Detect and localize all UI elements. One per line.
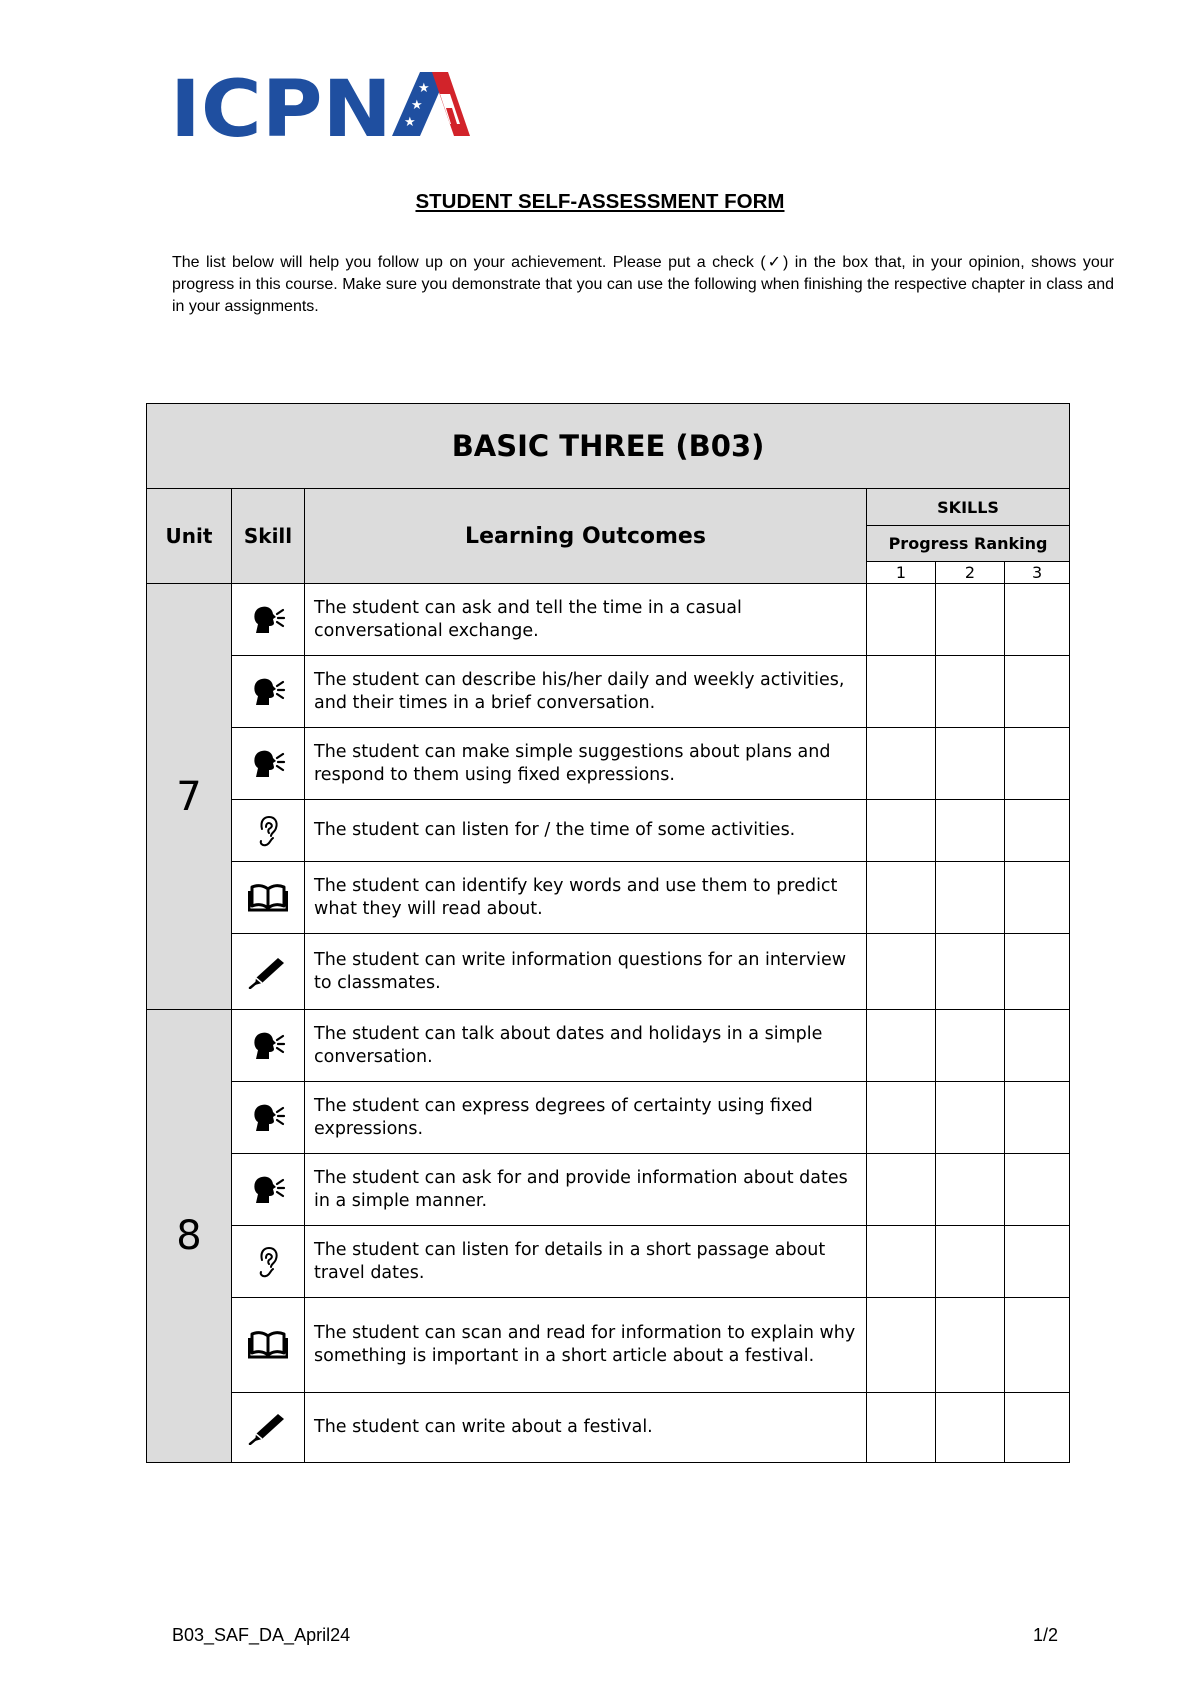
- progress-checkbox-1[interactable]: [867, 1298, 936, 1393]
- skill-icon-cell: [232, 1082, 305, 1154]
- learning-outcome-text: The student can express degrees of certainty using fixed expressions.: [305, 1082, 867, 1154]
- skill-icon-cell: [232, 1154, 305, 1226]
- listening-icon: [232, 814, 304, 848]
- header-skill: Skill: [232, 489, 305, 584]
- skill-icon-cell: [232, 728, 305, 800]
- form-title: STUDENT SELF-ASSESSMENT FORM: [415, 190, 785, 213]
- page-number: 1/2: [1033, 1625, 1059, 1645]
- speaking-icon: [232, 1031, 304, 1061]
- progress-checkbox-1[interactable]: [867, 800, 936, 862]
- progress-checkbox-2[interactable]: [936, 584, 1005, 656]
- outcome-row: [147, 1082, 1070, 1154]
- progress-checkbox-1[interactable]: [867, 1226, 936, 1298]
- reading-icon: [232, 1329, 304, 1361]
- writing-icon: [232, 955, 304, 989]
- progress-checkbox-3[interactable]: [1005, 1082, 1070, 1154]
- progress-checkbox-3[interactable]: [1005, 1393, 1070, 1463]
- skill-icon-cell: [232, 1226, 305, 1298]
- progress-checkbox-3[interactable]: [1005, 1154, 1070, 1226]
- progress-checkbox-1[interactable]: [867, 1082, 936, 1154]
- progress-checkbox-1[interactable]: [867, 1010, 936, 1082]
- progress-checkbox-3[interactable]: [1005, 800, 1070, 862]
- progress-checkbox-3[interactable]: [1005, 1010, 1070, 1082]
- learning-outcome-text: The student can describe his/her daily and weekly activities, and their times in a brief conversation.: [305, 656, 867, 728]
- skill-icon-cell: [232, 1298, 305, 1393]
- progress-checkbox-3[interactable]: [1005, 934, 1070, 1010]
- skill-icon-cell: [232, 862, 305, 934]
- progress-checkbox-1[interactable]: [867, 1393, 936, 1463]
- outcome-row: [147, 862, 1070, 934]
- skill-icon-cell: [232, 800, 305, 862]
- svg-text:ICPN: ICPN: [170, 68, 392, 140]
- skill-icon-cell: [232, 656, 305, 728]
- outcome-row: [147, 584, 1070, 656]
- rank-2-header: 2: [936, 562, 1005, 584]
- header-skills: SKILLS: [867, 489, 1070, 526]
- progress-checkbox-1[interactable]: [867, 934, 936, 1010]
- progress-checkbox-2[interactable]: [936, 1010, 1005, 1082]
- rank-3-header: 3: [1005, 562, 1070, 584]
- header-unit: Unit: [147, 489, 232, 584]
- skill-icon-cell: [232, 934, 305, 1010]
- speaking-icon: [232, 1175, 304, 1205]
- header-progress-ranking: Progress Ranking: [867, 526, 1070, 562]
- learning-outcome-text: The student can ask and tell the time in a casual conversational exchange.: [305, 584, 867, 656]
- progress-checkbox-2[interactable]: [936, 1226, 1005, 1298]
- progress-checkbox-1[interactable]: [867, 584, 936, 656]
- progress-checkbox-1[interactable]: [867, 656, 936, 728]
- progress-checkbox-1[interactable]: [867, 862, 936, 934]
- progress-checkbox-2[interactable]: [936, 1393, 1005, 1463]
- outcome-row: [147, 1154, 1070, 1226]
- speaking-icon: [232, 749, 304, 779]
- progress-checkbox-1[interactable]: [867, 1154, 936, 1226]
- unit-number: 8: [147, 1010, 232, 1463]
- learning-outcome-text: The student can write information questions for an interview to classmates.: [305, 934, 867, 1010]
- course-banner: BASIC THREE (B03): [147, 404, 1070, 489]
- progress-checkbox-3[interactable]: [1005, 656, 1070, 728]
- outcome-row: [147, 800, 1070, 862]
- outcome-row: [147, 934, 1070, 1010]
- document-code: B03_SAF_DA_April24: [172, 1625, 351, 1645]
- svg-text:★: ★: [404, 115, 416, 130]
- intro-paragraph: The list below will help you follow up on your achievement. Please put a check (✓) in the box that, in your opinion, shows your progress in this course. Make sure you demonstrate that you can use the following when finishing the respective chapter in class and in your assignments.: [172, 254, 1114, 315]
- progress-checkbox-2[interactable]: [936, 934, 1005, 1010]
- progress-checkbox-3[interactable]: [1005, 862, 1070, 934]
- progress-checkbox-3[interactable]: [1005, 1298, 1070, 1393]
- outcome-row: [147, 1298, 1070, 1393]
- speaking-icon: [232, 677, 304, 707]
- learning-outcome-text: The student can make simple suggestions about plans and respond to them using fixed expressions.: [305, 728, 867, 800]
- header-learning-outcomes: Learning Outcomes: [305, 489, 867, 584]
- progress-checkbox-3[interactable]: [1005, 584, 1070, 656]
- skill-icon-cell: [232, 1010, 305, 1082]
- progress-checkbox-2[interactable]: [936, 728, 1005, 800]
- rank-1-header: 1: [867, 562, 936, 584]
- outcome-row: [147, 1010, 1070, 1082]
- progress-checkbox-1[interactable]: [867, 728, 936, 800]
- learning-outcome-text: The student can identify key words and use them to predict what they will read about.: [305, 862, 867, 934]
- learning-outcome-text: The student can write about a festival.: [305, 1393, 867, 1463]
- progress-checkbox-3[interactable]: [1005, 728, 1070, 800]
- reading-icon: [232, 882, 304, 914]
- outcome-row: [147, 728, 1070, 800]
- icpna-logo: [170, 68, 470, 140]
- listening-icon: [232, 1245, 304, 1279]
- learning-outcome-text: The student can listen for details in a short passage about travel dates.: [305, 1226, 867, 1298]
- speaking-icon: [232, 605, 304, 635]
- progress-checkbox-2[interactable]: [936, 1154, 1005, 1226]
- skill-icon-cell: [232, 1393, 305, 1463]
- speaking-icon: [232, 1103, 304, 1133]
- writing-icon: [232, 1411, 304, 1445]
- progress-checkbox-2[interactable]: [936, 800, 1005, 862]
- learning-outcome-text: The student can ask for and provide information about dates in a simple manner.: [305, 1154, 867, 1226]
- learning-outcome-text: The student can scan and read for information to explain why something is important in a short article about a festival.: [305, 1298, 867, 1393]
- self-assessment-table: [146, 403, 1070, 1463]
- unit-number: 7: [147, 584, 232, 1010]
- svg-text:★: ★: [411, 98, 423, 113]
- progress-checkbox-3[interactable]: [1005, 1226, 1070, 1298]
- learning-outcome-text: The student can talk about dates and holidays in a simple conversation.: [305, 1010, 867, 1082]
- progress-checkbox-2[interactable]: [936, 1298, 1005, 1393]
- progress-checkbox-2[interactable]: [936, 862, 1005, 934]
- progress-checkbox-2[interactable]: [936, 1082, 1005, 1154]
- outcome-row: [147, 656, 1070, 728]
- outcome-row: [147, 1393, 1070, 1463]
- svg-text:★: ★: [418, 81, 430, 96]
- outcome-row: [147, 1226, 1070, 1298]
- skill-icon-cell: [232, 584, 305, 656]
- progress-checkbox-2[interactable]: [936, 656, 1005, 728]
- learning-outcome-text: The student can listen for / the time of some activities.: [305, 800, 867, 862]
